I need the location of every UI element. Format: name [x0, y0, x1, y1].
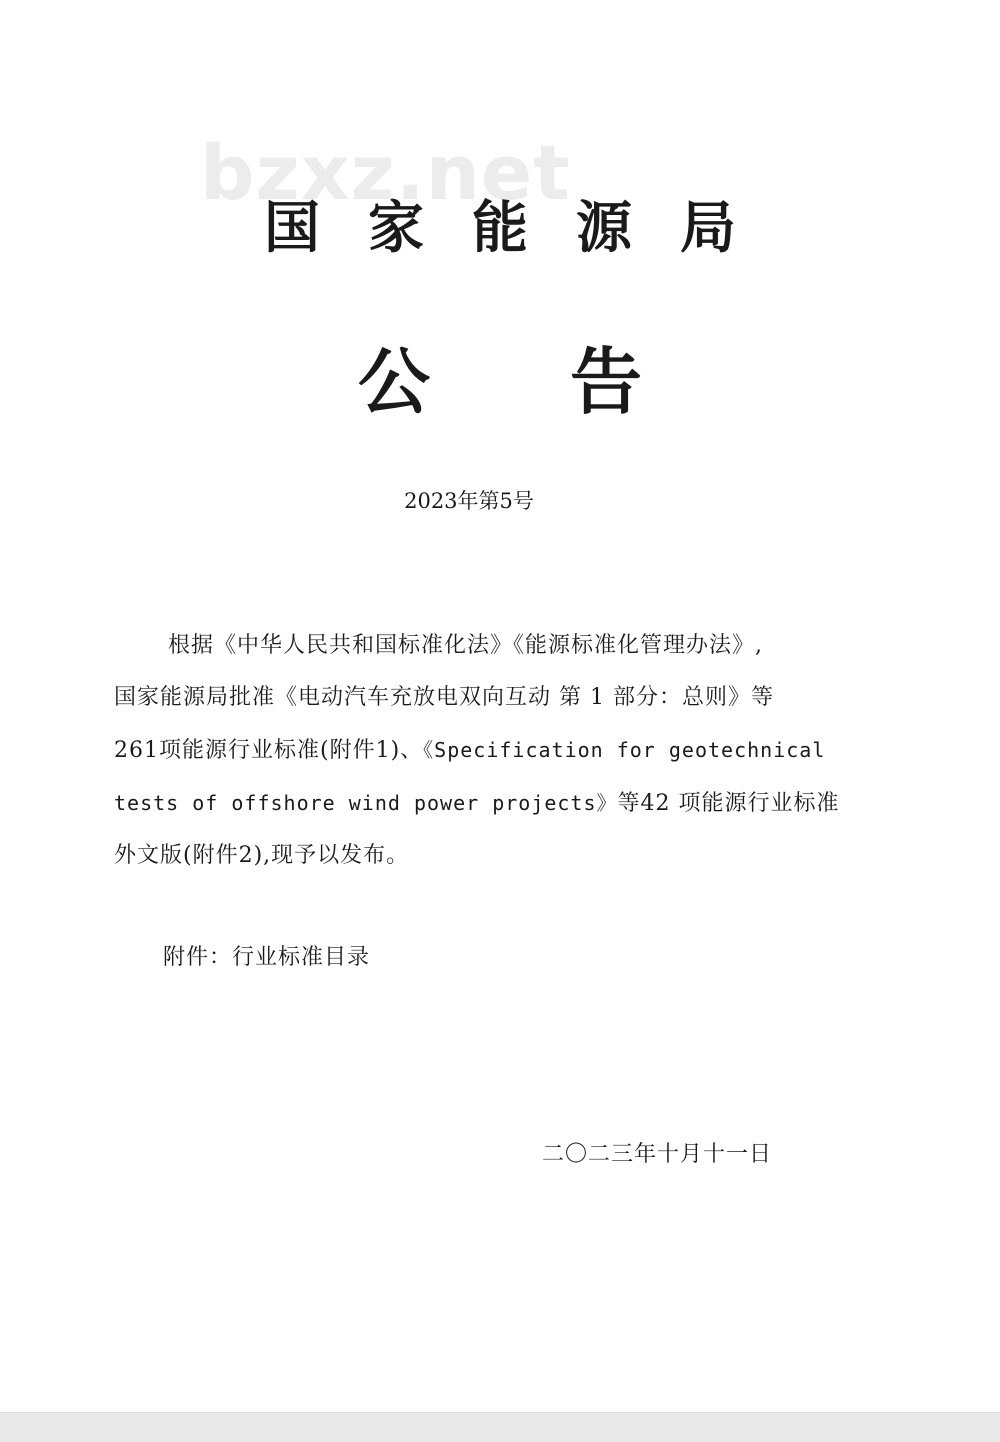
body-line-3-cn: 261项能源行业标准(附件1)、: [114, 738, 424, 763]
issue-date: 二〇二三年十月十一日: [542, 1142, 773, 1167]
attachment-note: 附件：行业标准目录: [163, 945, 371, 970]
body-line-2: 国家能源局批准《电动汽车充放电双向互动 第 1 部分：总则》等: [114, 685, 774, 710]
body-line-3: [114, 724, 874, 777]
notice-body: [114, 620, 874, 882]
body-line-1: 根据《中华人民共和国标准化法》《能源标准化管理办法》,: [168, 633, 763, 658]
body-line-3-en: 《Specification for geotechnical: [423, 738, 826, 762]
body-line-4: [114, 777, 874, 830]
organization-title: 国家能源局: [264, 195, 784, 261]
notice-title: 公告: [357, 339, 782, 424]
watermark: bzxz.net: [200, 128, 571, 217]
body-line-5: 外文版(附件2),现予以发布。: [114, 843, 410, 868]
document-number: 2023年第5号: [404, 489, 534, 513]
body-line-4-en: tests of offshore wind power projects》: [114, 791, 618, 815]
page-bottom-edge: [0, 1412, 1000, 1442]
body-line-4-cn: 等42 项能源行业标准: [617, 791, 840, 816]
